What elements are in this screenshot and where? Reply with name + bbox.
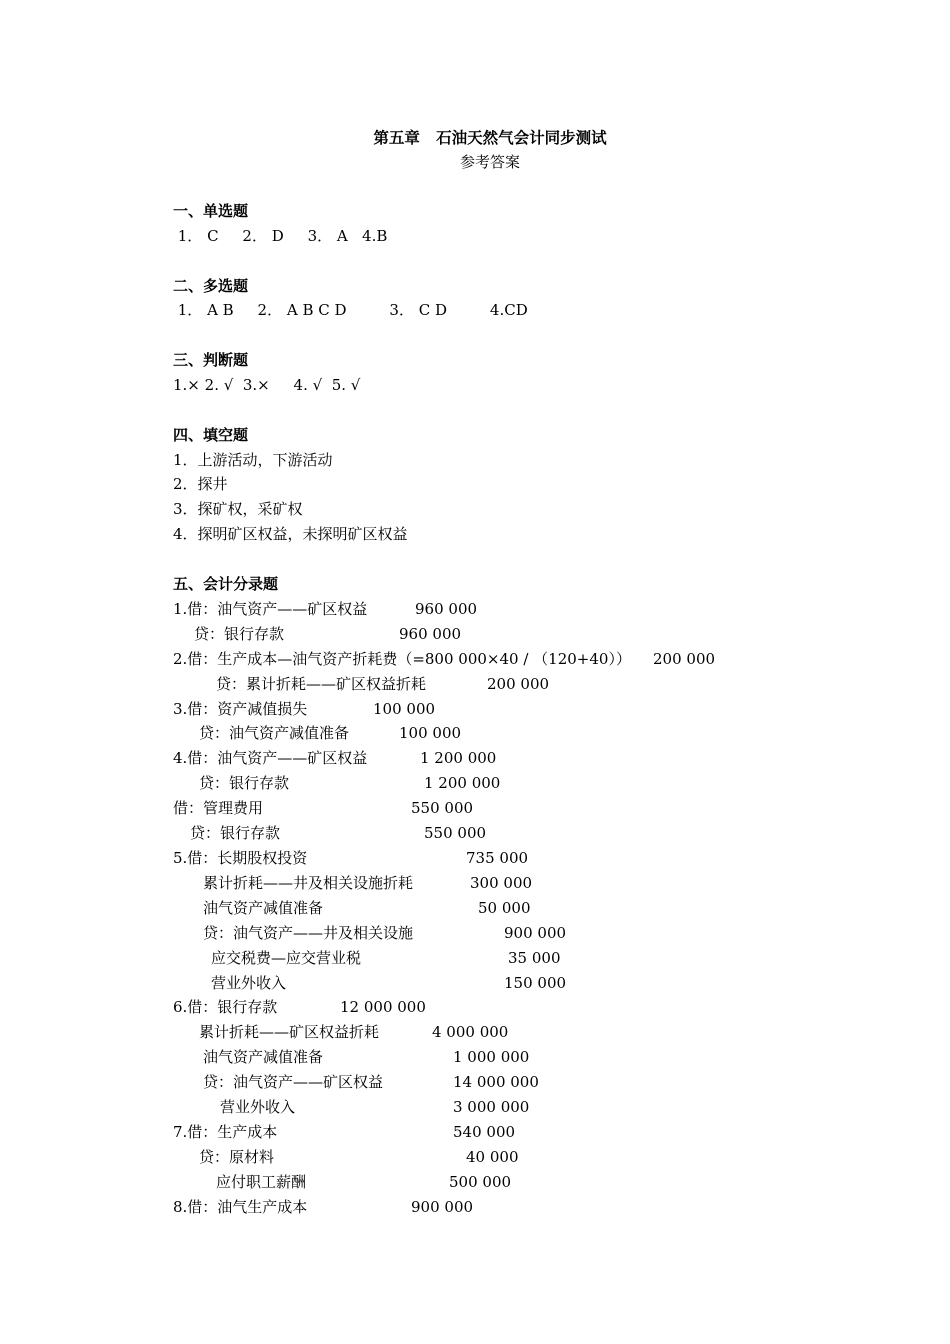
entry-account: 油气资产减值准备 [203, 899, 324, 917]
entry-account: 贷：累计折耗——矿区权益折耗 [216, 675, 427, 693]
section-heading-fill-blank: 四、填空题 [173, 426, 249, 444]
entry-amount: 500 000 [449, 1173, 512, 1191]
entry-account: 贷：油气资产——矿区权益 [203, 1073, 384, 1091]
entry-amount: 550 000 [424, 824, 487, 842]
entry-amount: 900 000 [411, 1198, 474, 1216]
entry-amount: 3 000 000 [453, 1098, 530, 1116]
page-subtitle: 参考答案 [459, 153, 520, 171]
entry-account: 贷：原材料 [199, 1148, 275, 1166]
entry-amount: 960 000 [399, 625, 462, 643]
entry-amount: 35 000 [508, 949, 561, 967]
entry-amount: 4 000 000 [432, 1023, 509, 1041]
entry-amount: 300 000 [470, 874, 533, 892]
entry-amount: 50 000 [478, 899, 531, 917]
entry-amount: 735 000 [466, 849, 529, 867]
entry-account: 贷：油气资产减值准备 [199, 724, 350, 742]
entry-account: 应交税费—应交营业税 [211, 949, 362, 967]
fill-blank-item: 2．探井 [173, 475, 228, 493]
entry-amount: 1 000 000 [453, 1048, 530, 1066]
entry-amount: 100 000 [399, 724, 462, 742]
entry-account: 贷：银行存款 [199, 774, 290, 792]
section-heading-journal-entries: 五、会计分录题 [173, 575, 279, 593]
single-choice-answers: 1． C 2． D 3． A 4.B [173, 227, 388, 245]
entry-amount: 900 000 [504, 924, 567, 942]
entry-account: 营业外收入 [220, 1098, 296, 1116]
page-title: 第五章 石油天然气会计同步测试 [373, 128, 607, 147]
multi-choice-answers: 1． A B 2． A B C D 3． C D 4.CD [173, 301, 528, 319]
entry-amount: 960 000 [415, 600, 478, 618]
true-false-answers: 1.× 2. √ 3.× 4. √ 5. √ [173, 376, 361, 394]
entry-account: 3.借：资产减值损失 [173, 700, 308, 718]
entry-account: 贷：油气资产——井及相关设施 [203, 924, 414, 942]
entry-amount: 14 000 000 [453, 1073, 539, 1091]
fill-blank-item: 1．上游活动，下游活动 [173, 451, 333, 469]
entry-account: 营业外收入 [211, 974, 287, 992]
entry-account: 油气资产减值准备 [203, 1048, 324, 1066]
entry-amount: 1 200 000 [424, 774, 501, 792]
entry-account: 8.借：油气生产成本 [173, 1198, 308, 1216]
entry-account: 4.借：油气资产——矿区权益 [173, 749, 368, 767]
section-heading-multi-choice: 二、多选题 [173, 277, 249, 295]
entry-amount: 100 000 [373, 700, 436, 718]
section-heading-true-false: 三、判断题 [173, 351, 249, 369]
entry-account: 借：管理费用 [173, 799, 264, 817]
entry-amount: 150 000 [504, 974, 567, 992]
entry-amount: 1 200 000 [420, 749, 497, 767]
entry-account: 5.借：长期股权投资 [173, 849, 308, 867]
entry-account: 2.借：生产成本—油气资产折耗费（=800 000×40 / （120+40）） [173, 650, 631, 668]
entry-amount: 40 000 [466, 1148, 519, 1166]
entry-amount: 12 000 000 [340, 998, 426, 1016]
fill-blank-item: 4．探明矿区权益，未探明矿区权益 [173, 525, 408, 543]
entry-amount: 550 000 [411, 799, 474, 817]
entry-amount: 200 000 [653, 650, 716, 668]
entry-amount: 200 000 [487, 675, 550, 693]
entry-account: 累计折耗——矿区权益折耗 [199, 1023, 380, 1041]
entry-account: 6.借：银行存款 [173, 998, 278, 1016]
entry-account: 贷：银行存款 [190, 824, 281, 842]
entry-account: 贷：银行存款 [194, 625, 285, 643]
entry-account: 累计折耗——井及相关设施折耗 [203, 874, 414, 892]
entry-account: 应付职工薪酬 [216, 1173, 307, 1191]
entry-amount: 540 000 [453, 1123, 516, 1141]
entry-account: 7.借：生产成本 [173, 1123, 278, 1141]
fill-blank-item: 3．探矿权，采矿权 [173, 500, 303, 518]
entry-account: 1.借：油气资产——矿区权益 [173, 600, 368, 618]
section-heading-single-choice: 一、单选题 [173, 202, 249, 220]
